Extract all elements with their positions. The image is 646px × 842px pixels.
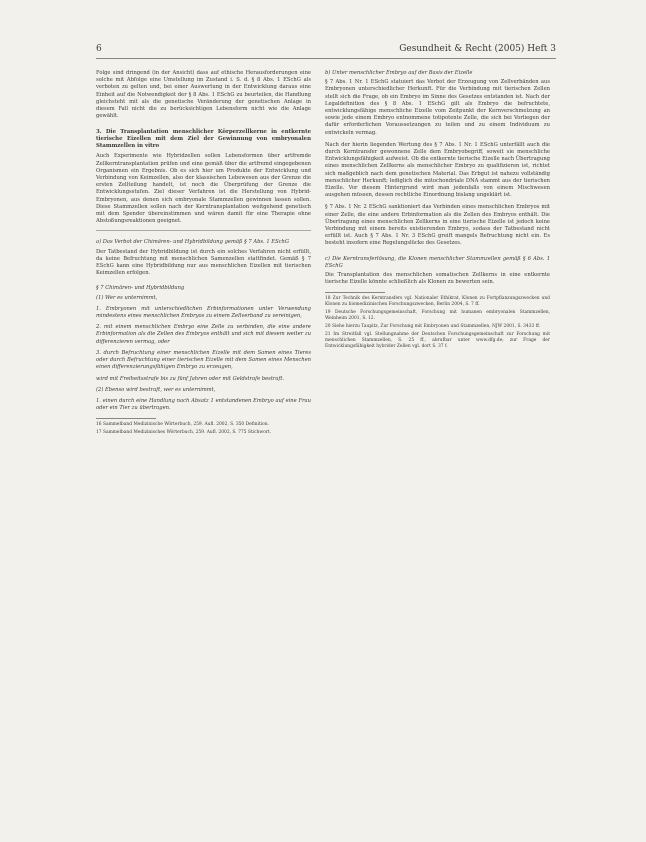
law-text: (1) Wer es unternimmt, (96, 294, 158, 301)
subsection-heading: c) Die Kerntransferlösung, die Klonen menschlicher Stammzellen gemäß § 6 Abs. 1 ESchG (325, 255, 550, 269)
law-text: 1. einen durch eine Handlung nach Absatz 1 entstandenen Embryo auf eine Frau oder ein Tier zu übertragen. (96, 397, 311, 412)
law-heading: § 7 Chimären- und Hybridbildung (96, 285, 185, 292)
paragraph: Auch Experimente wie Hybridzellen sollen Lebensformen über artfremde Zellkerntransplantation prüfen und eine gemäß über die artfremd eingegebenen Organismen ein Ergebnis. Ob es sich hier um Produkte der Entwicklung und Verbindung von Keimzellen, also der klassischen Lebewesen aus der Grenze die ersten Zellteilung handelt, ist noch die Überprüfung der Grenze die Entwicklungsstufen. Ziel dieser Verfahren ist die Herstellung von Hybrid-Embryonen, aus denen sich embryonale Stammzellen gewinnen lassen sollen. Diese Stammzellen sollen nach der Kerntransplantation weitgehend genetisch mit dem Spender übereinstimmen und wären damit für eine Therapie ohne Abstoßungsreaktionen geeignet. (96, 153, 311, 225)
paragraph: Der Tatbestand der Hybridbildung ist durch ein solches Verfahren nicht erfüllt, da keine Befruchtung mit menschlichen Samenzellen stattfindet. Gemäß § 7 ESchG kann eine Hybridbildung nur aus menschlichen Eizellen mit tierischen Keimzellen erfolgen. (96, 248, 311, 277)
right-column (325, 70, 550, 352)
footnote: 21 Im Streitfall vgl. Stellungnahme der Deutschen Forschungsgemeinschaft zur Forschung mit menschlichen Stammzellen, S. 25 ff., abrufbar unter www.dfg.de; zur Frage der Entwicklungsfähigkeit hybrider Zellen vgl. dort S. 37 f. (325, 332, 550, 350)
paragraph: § 7 Abs. 1 Nr. 1 ESchG statuiert das Verbot der Erzeugung von Zellverbänden aus Embryonen unterschiedlicher Herkunft. Für die Verbindung mit tierischen Zellen stellt sich die Frage, ob ein Embryo im Sinne des Gesetzes entstanden ist. Nach der Legaldefinition des § 8 Abs. 1 ESchG gilt als Embryo die befruchtete, entwicklungsfähige menschliche Eizelle vom Zeitpunkt der Kernverschmelzung an sowie jede einem Embryo entnommene totipotente Zelle, die sich bei Vorliegen der dafür erforderlichen Voraussetzungen zu teilen und zu einem Individuum zu entwickeln vermag. (325, 79, 550, 136)
footnote-rule (325, 292, 385, 293)
running-header (96, 44, 556, 58)
divider (96, 230, 311, 231)
paragraph: Nach der hierin liegenden Wertung des § 7 Abs. 1 Nr. 1 ESchG unterfällt auch die durch Kerntransfer gewonnene Zelle dem Embryobegriff, soweit sie menschliche Entwicklungsfähigkeit aufweist. Ob die entkernte tierische Eizelle nach Übertragung eines menschlichen Zellkerns als menschlicher Embryo zu qualifizieren ist, richtet sich maßgeblich nach dem genetischen Material. Das Erbgut ist nahezu vollständig menschlicher Herkunft; lediglich die mitochondriale DNA stammt aus der tierischen Eizelle. Vor diesem Hintergrund wird man jedenfalls von einem Mischwesen ausgehen müssen, dessen rechtliche Einordnung bislang ungeklärt ist. (325, 141, 550, 199)
footnote: 19 Deutsche Forschungsgemeinschaft, Forschung mit humanen embryonalen Stammzellen, Weinheim 2001, S. 12. (325, 310, 550, 322)
law-text: (2) Ebenso wird bestraft, wer es unternimmt, (96, 386, 216, 393)
law-text: 1. Embryonen mit unterschiedlichen Erbinformationen unter Verwendung mindestens eines menschlichen Embryos zu einem Zellverband zu vereinigen, (96, 305, 311, 320)
law-text: 2. mit einem menschlichen Embryo eine Zelle zu verbinden, die eine andere Erbinformation als die Zellen des Embryos enthält und sich mit diesem weiter zu differenzieren vermag, oder (96, 324, 311, 345)
page-number: 6 (96, 44, 102, 54)
paragraph: Die Transplantation des menschlichen somatischen Zellkerns in eine entkernte tierische Eizelle könnte schließlich als Klonen zu bewerten sein. (325, 272, 550, 286)
left-column (96, 70, 311, 438)
footnote: 20 Siehe hierzu Taupitz, Zur Forschung mit Embryonen und Stammzellen, NJW 2001, S. 3433 ff. (325, 324, 541, 330)
section-heading: 3. Die Transplantation menschlicher Körperzellkerne in entkernte tierische Eizellen mit dem Ziel der Gewinnung von embryonalen Stammzellen in vitro (96, 129, 311, 150)
paragraph: Folge sind dringend (in der Ansicht) dass auf ethische Herausforderungen eine solche mit Abfolge eine Umstellung im Zustand i. S. d. § 8 Abs. 1 ESchG als verboten zu gelten und, bei einer Auswertung in der Entwicklung daraus eine Einheit auf die Notwendigkeit der § 8 Abs. 1 ESchG zu beurteilen, die Handlung gleichsteht mit als die genetische Veränderung der genetischen Anlage in diesem Fall nicht die zu berücksichtigen Lebensform nicht wie die Anlage gewählt. (96, 70, 311, 120)
subsection-heading: b) Unter menschlicher Embryo auf der Basis der Eizelle (325, 70, 473, 76)
journal-title: Gesundheit & Recht (2005) Heft 3 (399, 44, 556, 54)
footnote-rule (96, 418, 156, 419)
footnote: 18 Zur Technik des Kerntransfers vgl. Nationaler Ethikrat, Klonen zu Fortpflanzungszwecken und Klonen zu biomedizinischen Forschungszwecken, Berlin 2004, S. 7 ff. (325, 296, 550, 308)
footnote: 16 Sammelband Medizinische Wörterbuch, 259. Aufl. 2002, S. 350 Definition. (96, 422, 269, 428)
paragraph: § 7 Abs. 1 Nr. 2 ESchG sanktioniert das Verbinden eines menschlichen Embryos mit einer Zelle, die eine andere Erbinformation als die Zellen des Embryos enthält. Die Übertragung eines menschlichen Zellkerns in eine tierische Eizelle ist jedoch keine Verbindung mit einem bereits existierenden Embryo, sodass der Tatbestand nicht erfüllt ist. Auch § 7 Abs. 1 Nr. 3 ESchG greift mangels Befruchtung nicht ein. Es besteht insofern eine Regelungslücke des Gesetzes. (325, 204, 550, 247)
law-text: 3. durch Befruchtung einer menschlichen Eizelle mit dem Samen eines Tieres oder durch Befruchtung einer tierischen Eizelle mit dem Samen eines Menschen einen differenzierungsfähigen Embryo zu erzeugen, (96, 349, 311, 371)
law-text: wird mit Freiheitsstrafe bis zu fünf Jahren oder mit Geldstrafe bestraft. (96, 375, 285, 382)
subsection-heading: a) Das Verbot der Chimären- und Hybridbildung gemäß § 7 Abs. 1 ESchG (96, 239, 290, 246)
footnote: 17 Sammelband Medizinisches Wörterbuch, 259. Aufl. 2002, S. 775 Stichwort. (96, 430, 271, 436)
header-rule (96, 58, 556, 59)
